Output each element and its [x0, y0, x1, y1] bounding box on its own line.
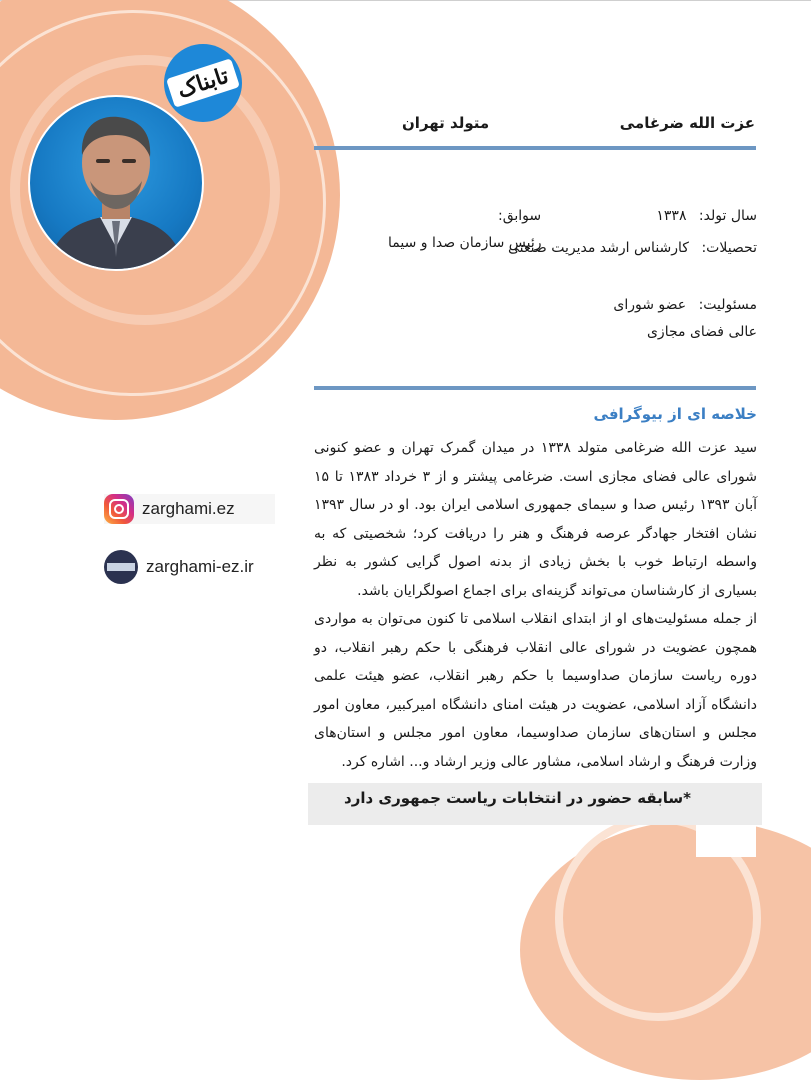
responsibility-label: مسئولیت: [698, 297, 757, 313]
portrait-photo [28, 95, 204, 271]
birth-year-value: ۱۳۳۸ [656, 208, 687, 224]
birthplace: متولد تهران [402, 114, 490, 132]
education-value: کارشناس ارشد مدیریت صنعتی [508, 240, 689, 256]
education-label: تحصیلات: [701, 240, 757, 256]
position-value: رئیس سازمان صدا و سیما [388, 235, 542, 251]
birth-year-row [656, 208, 757, 224]
bio-title: خلاصه ای از بیوگرافی [593, 405, 757, 423]
bio-paragraph-1: سید عزت الله ضرغامی متولد ۱۳۳۸ در میدان گمرک تهران و عضو کنونی شورای عالی فضای مجازی است. ضرغامی پیشتر و از ۳ خرداد ۱۳۸۳ تا ۱۵ آبان ۱۳۹۳ رئیس صدا و سیمای جمهوری اسلامی ایران بود. او در سال ۱۳۹۳ نشان افتخار جهادگر عرصه فرهنگ و هنر را دریافت کرد؛ شخصیتی که به واسطه ارتباط خوب با بخش زیادی از بدنه اصول گرایی کشور به نظر بسیاری از کارشناسان می‌تواند گزینه‌ای برای اجماع اصولگرایان باشد. [314, 440, 758, 599]
person-name: عزت الله ضرغامی [619, 114, 755, 132]
website-url: zarghami-ez.ir [146, 557, 254, 576]
instagram-icon [104, 494, 134, 524]
bio-divider [314, 386, 756, 390]
history-label: سوابق: [498, 208, 542, 224]
birth-year-label: سال تولد: [698, 208, 757, 224]
logo-text: تابناک [166, 58, 240, 108]
instagram-handle: zarghami.ez [142, 499, 235, 518]
tabnak-logo [164, 44, 242, 122]
instagram-link[interactable] [104, 494, 275, 524]
header-divider [314, 146, 756, 150]
responsibility-value: عضو شورای عالی فضای مجازی [613, 297, 757, 340]
website-icon [104, 550, 138, 584]
bio-text [314, 434, 757, 776]
website-link[interactable] [104, 550, 254, 584]
responsibility-row [597, 292, 757, 346]
note-text: *سابقه حضور در انتخابات ریاست جمهوری دارد [344, 789, 691, 807]
note-box-cutout [696, 825, 756, 857]
bio-paragraph-2: از جمله مسئولیت‌های او از ابتدای انقلاب اسلامی تا کنون می‌توان به مواردی همچون عضویت در شورای عالی انقلاب فرهنگی با حکم رهبر انقلاب، دو دوره ریاست سازمان صداوسیما با حکم رهبر انقلاب، عضو هیئت علمی دانشگاه آزاد اسلامی، عضویت در هیئت امنای دانشگاه امیرکبیر، معاون امور مجلس و استان‌های سازمان صداوسیما، معاون امور مجلس و استان‌های وزارت فرهنگ و ارشاد اسلامی، مشاور عالی وزیر ارشاد و... اشاره کرد. [314, 611, 757, 770]
